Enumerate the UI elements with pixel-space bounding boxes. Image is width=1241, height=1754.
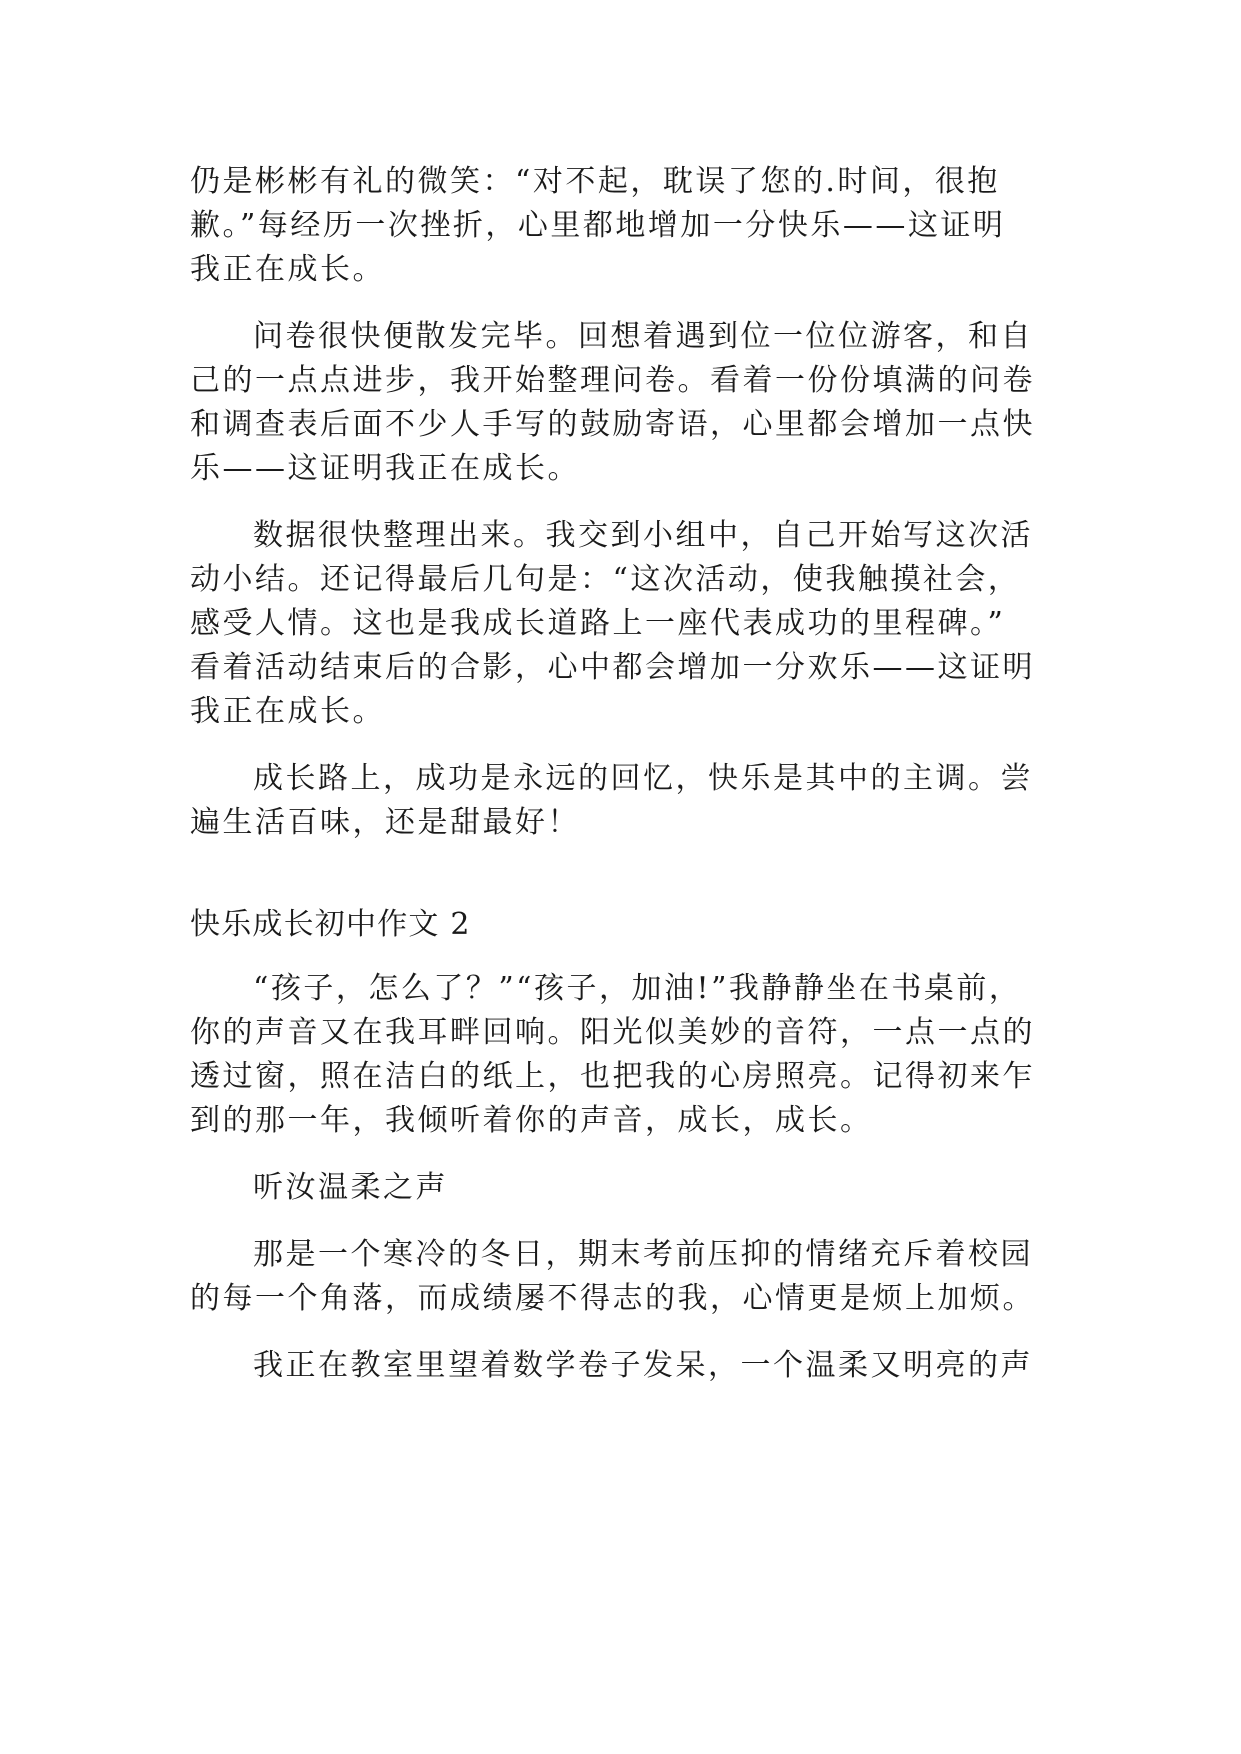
paragraph-8	[190, 1344, 1070, 1388]
text-line: 己的一点点进步，我开始整理问卷。看着一份份填满的问卷	[190, 363, 1035, 398]
section-title: 快乐成长初中作文 2	[190, 907, 471, 942]
text-line: 动小结。还记得最后几句是：“这次活动，使我触摸社会，	[190, 562, 1021, 597]
paragraph-1	[190, 160, 1070, 292]
paragraph-5	[190, 967, 1070, 1143]
paragraph-2	[190, 315, 1070, 491]
text-line: 感受人情。这也是我成长道路上一座代表成功的里程碑。”	[190, 606, 1006, 641]
subheading-line: 听汝温柔之声	[253, 1170, 448, 1205]
text-line: 成长路上，成功是永远的回忆，快乐是其中的主调。尝	[253, 761, 1033, 796]
document-body	[190, 160, 1070, 1411]
text-line: 问卷很快便散发完毕。回想着遇到位一位位游客，和自	[253, 319, 1033, 354]
text-line: “孩子，怎么了？”“孩子，加油!”我静静坐在书桌前，	[253, 971, 1022, 1006]
text-line: 那是一个寒冷的冬日，期末考前压抑的情绪充斥着校园	[253, 1237, 1033, 1272]
paragraph-6	[190, 1166, 1070, 1210]
text-line: 数据很快整理出来。我交到小组中，自己开始写这次活	[253, 518, 1033, 553]
paragraph-3	[190, 514, 1070, 734]
text-line: 你的声音又在我耳畔回响。阳光似美妙的音符，一点一点的	[190, 1015, 1035, 1050]
text-line: 我正在成长。	[190, 694, 385, 729]
paragraph-4	[190, 757, 1070, 845]
text-line: 我正在成长。	[190, 252, 385, 287]
text-line: 仍是彬彬有礼的微笑：“对不起，耽误了您的.时间，很抱	[190, 164, 1000, 199]
text-line: 透过窗，照在洁白的纸上，也把我的心房照亮。记得初来乍	[190, 1059, 1035, 1094]
text-line: 乐——这证明我正在成长。	[190, 451, 580, 486]
section-heading	[190, 903, 1070, 947]
text-line: 遍生活百味，还是甜最好！	[190, 805, 580, 840]
text-line: 的每一个角落，而成绩屡不得志的我，心情更是烦上加烦。	[190, 1281, 1035, 1316]
text-line: 到的那一年，我倾听着你的声音，成长，成长。	[190, 1103, 873, 1138]
text-line: 歉。”每经历一次挫折，心里都地增加一分快乐——这证明	[190, 208, 1006, 243]
text-line: 我正在教室里望着数学卷子发呆，一个温柔又明亮的声	[253, 1348, 1033, 1383]
text-line: 和调查表后面不少人手写的鼓励寄语，心里都会增加一点快	[190, 407, 1035, 442]
text-line: 看着活动结束后的合影，心中都会增加一分欢乐——这证明	[190, 650, 1035, 685]
paragraph-7	[190, 1233, 1070, 1321]
